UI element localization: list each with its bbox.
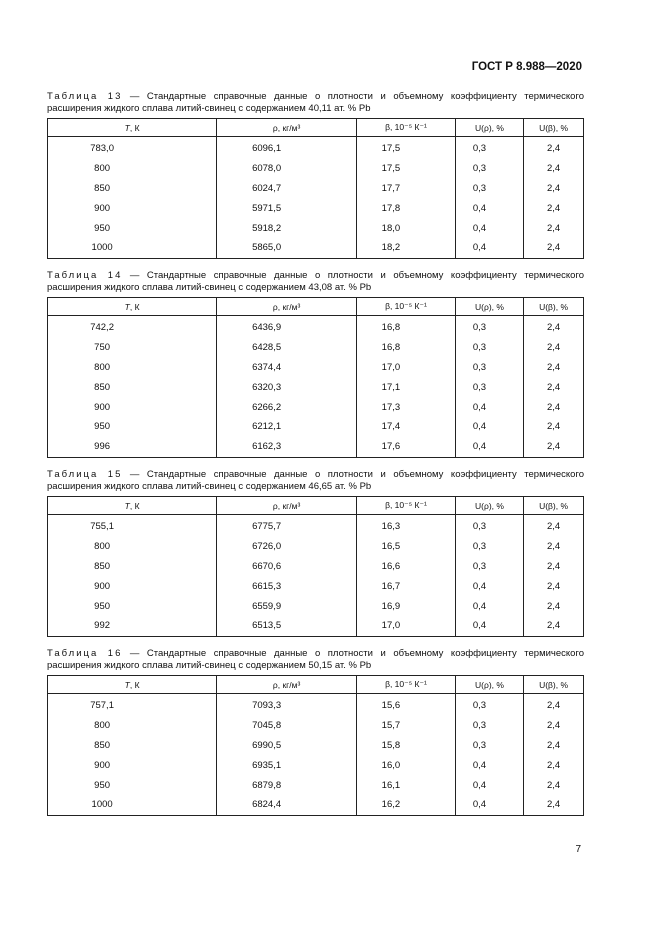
table-row [48, 159, 584, 179]
table-cell: 2,4 [524, 198, 584, 218]
table-cell: 6320,3 [217, 377, 357, 397]
table-row [48, 218, 584, 238]
table-cell: 17,5 [357, 159, 456, 179]
table-row [48, 537, 584, 557]
header-u-rho: U(ρ), % [455, 119, 523, 137]
table-caption [47, 270, 584, 294]
header-temperature-symbol: T [124, 122, 130, 133]
table-cell: 2,4 [524, 437, 584, 457]
header-u-rho: U(ρ), % [455, 497, 523, 515]
header-beta: β, 10⁻⁵ К⁻¹ [357, 497, 456, 515]
table-row [48, 616, 584, 636]
table-cell: 0,3 [455, 377, 523, 397]
table-cell: 2,4 [524, 694, 584, 716]
table-cell: 17,8 [357, 198, 456, 218]
table-caption [47, 648, 584, 672]
table-cell: 6775,7 [217, 515, 357, 537]
table-cell: 850 [48, 736, 217, 756]
table-caption-text: — Стандартные справочные данные о плотности и объемному коэффициенту термического расширения жидкого сплава литий-свинец с содержанием 43,08 ат. % Pb [47, 270, 584, 293]
data-table [47, 118, 584, 259]
table-cell: 6436,9 [217, 316, 357, 338]
table-row [48, 338, 584, 358]
table-cell: 850 [48, 179, 217, 199]
table-cell: 2,4 [524, 377, 584, 397]
table-cell: 1000 [48, 795, 217, 815]
table-cell: 6990,5 [217, 736, 357, 756]
header-beta: β, 10⁻⁵ К⁻¹ [357, 119, 456, 137]
table-cell: 2,4 [524, 417, 584, 437]
header-temperature-unit: , К [129, 301, 140, 312]
table-cell: 800 [48, 159, 217, 179]
table-cell: 1000 [48, 238, 217, 258]
table-cell: 2,4 [524, 616, 584, 636]
table-cell: 0,3 [455, 537, 523, 557]
table-caption [47, 91, 584, 115]
table-row [48, 397, 584, 417]
table-cell: 16,8 [357, 338, 456, 358]
table-cell: 16,2 [357, 795, 456, 815]
table-cell: 6824,4 [217, 795, 357, 815]
table-cell: 6726,0 [217, 537, 357, 557]
table-row [48, 179, 584, 199]
table-row [48, 377, 584, 397]
table-cell: 0,3 [455, 716, 523, 736]
header-beta: β, 10⁻⁵ К⁻¹ [357, 298, 456, 316]
table-cell: 17,4 [357, 417, 456, 437]
table-cell: 16,0 [357, 755, 456, 775]
table-row [48, 576, 584, 596]
table-cell: 0,4 [455, 775, 523, 795]
table-cell: 996 [48, 437, 217, 457]
table-caption-text: — Стандартные справочные данные о плотности и объемному коэффициенту термического расширения жидкого сплава литий-свинец с содержанием 46,65 ат. % Pb [47, 469, 584, 492]
table-block [47, 648, 584, 816]
table-caption-text: — Стандартные справочные данные о плотности и объемному коэффициенту термического расширения жидкого сплава литий-свинец с содержанием 50,15 ат. % Pb [47, 648, 584, 671]
table-cell: 6096,1 [217, 137, 357, 159]
table-cell: 17,7 [357, 179, 456, 199]
table-cell: 6024,7 [217, 179, 357, 199]
table-cell: 6670,6 [217, 557, 357, 577]
table-cell: 0,4 [455, 755, 523, 775]
table-cell: 2,4 [524, 755, 584, 775]
table-cell: 950 [48, 417, 217, 437]
table-cell: 0,3 [455, 694, 523, 716]
header-density: ρ, кг/м³ [217, 676, 357, 694]
table-row [48, 775, 584, 795]
data-table [47, 675, 584, 816]
table-cell: 15,7 [357, 716, 456, 736]
table-cell: 900 [48, 755, 217, 775]
table-cell: 6078,0 [217, 159, 357, 179]
table-cell: 2,4 [524, 775, 584, 795]
table-row [48, 137, 584, 159]
table-cell: 17,0 [357, 358, 456, 378]
table-cell: 15,8 [357, 736, 456, 756]
table-cell: 2,4 [524, 397, 584, 417]
table-cell: 6374,4 [217, 358, 357, 378]
table-cell: 2,4 [524, 736, 584, 756]
header-temperature-unit: , К [129, 679, 140, 690]
table-cell: 0,4 [455, 198, 523, 218]
table-row [48, 694, 584, 716]
table-cell: 750 [48, 338, 217, 358]
table-cell: 16,9 [357, 596, 456, 616]
table-row [48, 417, 584, 437]
table-cell: 755,1 [48, 515, 217, 537]
table-cell: 0,4 [455, 437, 523, 457]
header-temperature [48, 676, 217, 694]
table-cell: 0,4 [455, 596, 523, 616]
header-temperature-symbol: T [124, 679, 130, 690]
table-cell: 2,4 [524, 338, 584, 358]
table-header-row [48, 298, 584, 316]
table-cell: 783,0 [48, 137, 217, 159]
table-cell: 6615,3 [217, 576, 357, 596]
data-table [47, 496, 584, 637]
table-cell: 742,2 [48, 316, 217, 338]
table-cell: 2,4 [524, 716, 584, 736]
table-cell: 0,3 [455, 736, 523, 756]
table-header-row [48, 676, 584, 694]
table-header-row [48, 497, 584, 515]
table-block [47, 469, 584, 637]
table-cell: 2,4 [524, 557, 584, 577]
table-cell: 6559,9 [217, 596, 357, 616]
document-code: ГОСТ Р 8.988—2020 [471, 61, 582, 73]
table-cell: 17,1 [357, 377, 456, 397]
table-label: Таблица 13 [47, 91, 123, 102]
table-cell: 17,0 [357, 616, 456, 636]
table-cell: 0,4 [455, 616, 523, 636]
header-beta: β, 10⁻⁵ К⁻¹ [357, 676, 456, 694]
header-temperature-unit: , К [129, 122, 140, 133]
table-cell: 15,6 [357, 694, 456, 716]
header-u-rho: U(ρ), % [455, 676, 523, 694]
table-cell: 2,4 [524, 795, 584, 815]
table-cell: 16,1 [357, 775, 456, 795]
table-cell: 0,4 [455, 576, 523, 596]
header-density: ρ, кг/м³ [217, 298, 357, 316]
header-temperature [48, 119, 217, 137]
table-row [48, 557, 584, 577]
table-cell: 5865,0 [217, 238, 357, 258]
table-row [48, 358, 584, 378]
table-cell: 0,3 [455, 137, 523, 159]
table-cell: 7093,3 [217, 694, 357, 716]
table-row [48, 316, 584, 338]
header-u-rho: U(ρ), % [455, 298, 523, 316]
table-cell: 2,4 [524, 596, 584, 616]
table-cell: 6428,5 [217, 338, 357, 358]
table-caption [47, 469, 584, 493]
table-cell: 800 [48, 358, 217, 378]
table-cell: 900 [48, 198, 217, 218]
table-cell: 5971,5 [217, 198, 357, 218]
table-row [48, 795, 584, 815]
table-cell: 850 [48, 377, 217, 397]
table-cell: 900 [48, 576, 217, 596]
table-cell: 6935,1 [217, 755, 357, 775]
table-block [47, 270, 584, 458]
table-header-row [48, 119, 584, 137]
table-cell: 2,4 [524, 218, 584, 238]
table-cell: 16,7 [357, 576, 456, 596]
table-cell: 0,3 [455, 358, 523, 378]
table-cell: 0,4 [455, 238, 523, 258]
header-temperature-symbol: T [124, 500, 130, 511]
table-cell: 18,0 [357, 218, 456, 238]
table-cell: 2,4 [524, 137, 584, 159]
table-cell: 0,4 [455, 795, 523, 815]
table-cell: 900 [48, 397, 217, 417]
table-cell: 2,4 [524, 316, 584, 338]
table-cell: 6879,8 [217, 775, 357, 795]
table-cell: 0,3 [455, 179, 523, 199]
table-cell: 0,3 [455, 159, 523, 179]
table-cell: 16,5 [357, 537, 456, 557]
table-label: Таблица 14 [47, 270, 123, 281]
table-row [48, 755, 584, 775]
header-u-beta: U(β), % [524, 676, 584, 694]
table-row [48, 437, 584, 457]
table-cell: 2,4 [524, 159, 584, 179]
table-cell: 950 [48, 218, 217, 238]
table-cell: 6513,5 [217, 616, 357, 636]
table-row [48, 736, 584, 756]
table-cell: 992 [48, 616, 217, 636]
table-cell: 17,3 [357, 397, 456, 417]
table-cell: 0,4 [455, 218, 523, 238]
table-cell: 0,4 [455, 417, 523, 437]
table-cell: 16,8 [357, 316, 456, 338]
table-cell: 0,3 [455, 316, 523, 338]
header-u-beta: U(β), % [524, 497, 584, 515]
table-row [48, 515, 584, 537]
table-cell: 16,6 [357, 557, 456, 577]
table-cell: 2,4 [524, 515, 584, 537]
header-u-beta: U(β), % [524, 119, 584, 137]
table-cell: 950 [48, 775, 217, 795]
table-cell: 757,1 [48, 694, 217, 716]
table-cell: 2,4 [524, 179, 584, 199]
table-row [48, 596, 584, 616]
data-table [47, 297, 584, 458]
table-block [47, 91, 584, 259]
table-cell: 18,2 [357, 238, 456, 258]
table-row [48, 198, 584, 218]
table-cell: 6162,3 [217, 437, 357, 457]
header-temperature [48, 298, 217, 316]
table-label: Таблица 16 [47, 648, 123, 659]
table-cell: 7045,8 [217, 716, 357, 736]
header-temperature-unit: , К [129, 500, 140, 511]
table-cell: 16,3 [357, 515, 456, 537]
table-cell: 17,6 [357, 437, 456, 457]
table-cell: 2,4 [524, 537, 584, 557]
header-density: ρ, кг/м³ [217, 497, 357, 515]
table-cell: 0,3 [455, 515, 523, 537]
table-cell: 5918,2 [217, 218, 357, 238]
header-u-beta: U(β), % [524, 298, 584, 316]
table-cell: 850 [48, 557, 217, 577]
header-density: ρ, кг/м³ [217, 119, 357, 137]
table-cell: 800 [48, 537, 217, 557]
table-cell: 0,4 [455, 397, 523, 417]
table-cell: 6212,1 [217, 417, 357, 437]
table-cell: 0,3 [455, 557, 523, 577]
table-cell: 0,3 [455, 338, 523, 358]
header-temperature [48, 497, 217, 515]
header-temperature-symbol: T [124, 301, 130, 312]
table-caption-text: — Стандартные справочные данные о плотности и объемному коэффициенту термического расширения жидкого сплава литий-свинец с содержанием 40,11 ат. % Pb [47, 91, 584, 114]
table-cell: 2,4 [524, 576, 584, 596]
table-label: Таблица 15 [47, 469, 123, 480]
table-cell: 2,4 [524, 238, 584, 258]
table-cell: 17,5 [357, 137, 456, 159]
table-row [48, 238, 584, 258]
table-cell: 800 [48, 716, 217, 736]
page-number: 7 [575, 844, 581, 855]
table-cell: 2,4 [524, 358, 584, 378]
table-cell: 950 [48, 596, 217, 616]
table-row [48, 716, 584, 736]
table-cell: 6266,2 [217, 397, 357, 417]
